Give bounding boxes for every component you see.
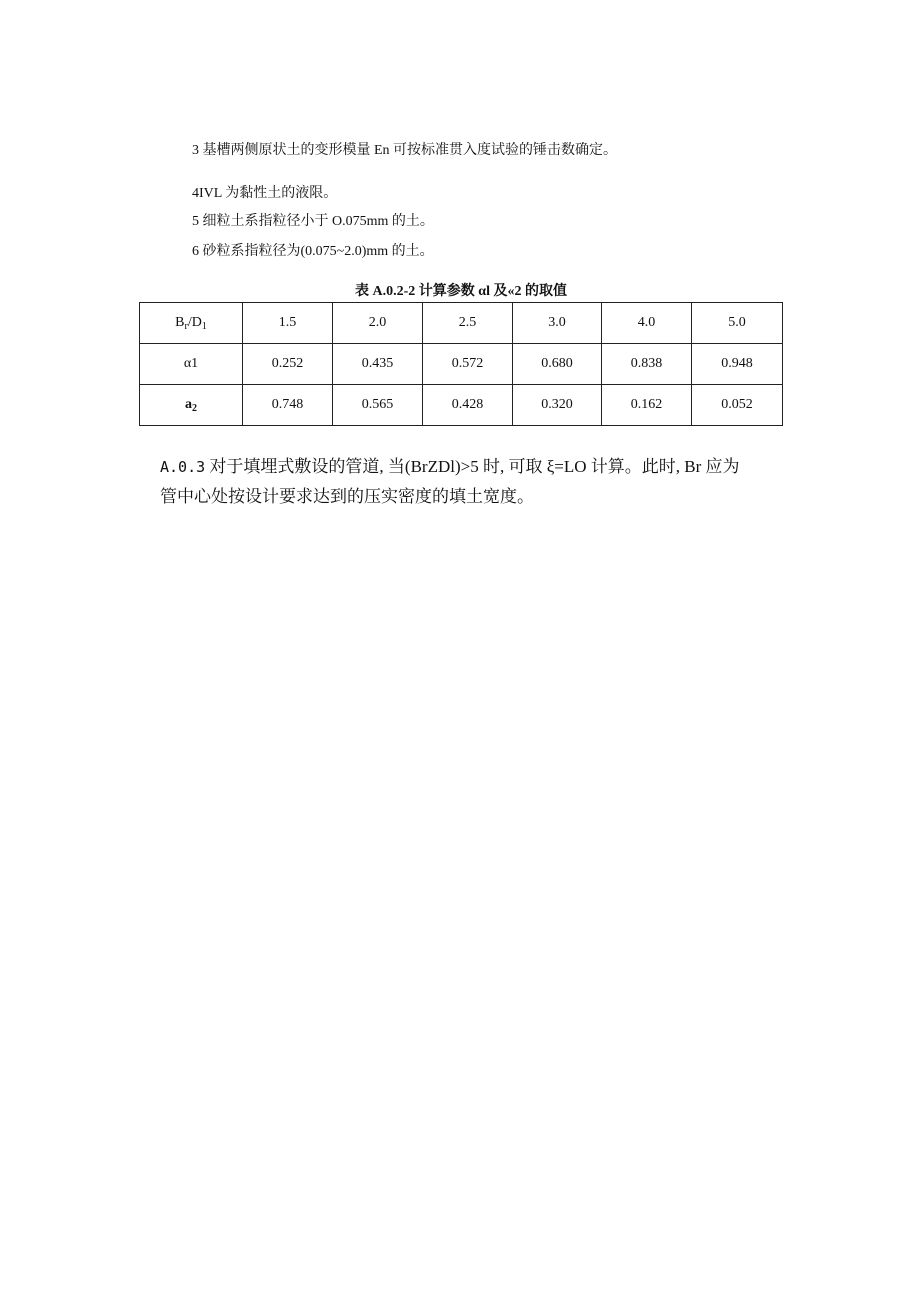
paragraph-text-1: 对于填埋式敷设的管道, 当(BrZDl)>5 时, 可取 ξ=LO 计算。此时, Br 应为 xyxy=(209,457,740,476)
header-label-cell xyxy=(140,303,243,344)
table-caption: 表 A.0.2-2 计算参数 αl 及«2 的取值 xyxy=(355,284,567,299)
table-cell: 0.565 xyxy=(333,385,423,426)
table-cell: 0.948 xyxy=(692,344,783,385)
row-label-alpha1: α1 xyxy=(140,344,243,385)
note-item-6: 6 砂粒系指粒径为(0.075~2.0)mm 的土。 xyxy=(192,244,434,259)
table-cell: 0.838 xyxy=(602,344,692,385)
note-item-4: 4IVL 为黏性土的液限。 xyxy=(192,186,338,201)
table-row-alpha1 xyxy=(140,344,783,385)
table-cell: 0.162 xyxy=(602,385,692,426)
table-header-row xyxy=(140,303,783,344)
header-label-sub2: 1 xyxy=(201,320,207,332)
row-label-a2 xyxy=(140,385,243,426)
header-value-cell: 5.0 xyxy=(692,303,783,344)
row-label-a2-sub: 2 xyxy=(192,402,197,414)
table-cell: 0.320 xyxy=(513,385,602,426)
section-number: A.0.3 xyxy=(160,458,206,476)
header-value-cell: 3.0 xyxy=(513,303,602,344)
paragraph-line-1 xyxy=(160,452,800,482)
header-label-mid: /D xyxy=(187,314,202,330)
table-cell: 0.428 xyxy=(423,385,513,426)
row-label-a2-main: a xyxy=(185,396,192,412)
table-cell: 0.680 xyxy=(513,344,602,385)
table-row-a2 xyxy=(140,385,783,426)
header-label-main: B xyxy=(175,314,185,330)
header-value-cell: 4.0 xyxy=(602,303,692,344)
header-value-cell: 2.0 xyxy=(333,303,423,344)
note-item-3: 3 基槽两侧原状土的变形模量 En 可按标准贯入度试验的锤击数确定。 xyxy=(192,143,618,158)
paragraph-line-2: 管中心处按设计要求达到的压实密度的填土宽度。 xyxy=(160,487,534,506)
header-value-cell: 2.5 xyxy=(423,303,513,344)
table-cell: 0.052 xyxy=(692,385,783,426)
parameter-table xyxy=(139,302,783,426)
table-cell: 0.435 xyxy=(333,344,423,385)
header-value-cell: 1.5 xyxy=(243,303,333,344)
table-cell: 0.748 xyxy=(243,385,333,426)
table-cell: 0.252 xyxy=(243,344,333,385)
note-item-5: 5 细粒土系指粒径小于 O.075mm 的土。 xyxy=(192,214,434,229)
header-label-sub1: r xyxy=(184,320,188,332)
table-cell: 0.572 xyxy=(423,344,513,385)
